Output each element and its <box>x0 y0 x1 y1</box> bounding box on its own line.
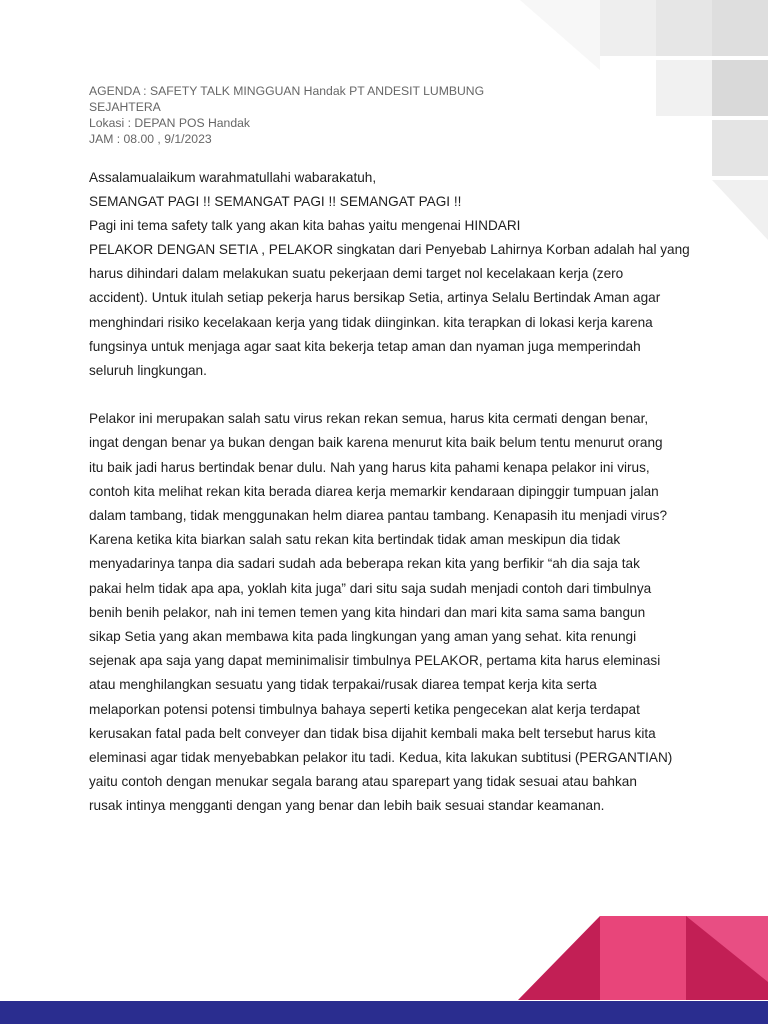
location-line: Lokasi : DEPAN POS Handak <box>89 116 250 130</box>
paragraph-line: PELAKOR DENGAN SETIA , PELAKOR singkatan dari Penyebab Lahirnya Korban adalah hal yang <box>89 242 690 257</box>
intro-line: Pagi ini tema safety talk yang akan kita bahas yaitu mengenai HINDARI <box>89 218 521 233</box>
paragraph-line: sikap Setia yang akan membawa kita pada lingkungan yang aman yang sehat. kita renungi <box>89 629 637 645</box>
bottom-right-decoration <box>510 912 768 1002</box>
paragraph-line: rusak intinya mengganti dengan yang benar dan lebih baik sesuai standar keamanan. <box>89 798 605 814</box>
paragraph-line: contoh kita melihat rekan kita berada diarea kerja memarkir kendaraan dipinggir tumpuan jalan <box>89 483 659 499</box>
paragraph-line: kerusakan fatal pada belt conveyer dan tidak bisa dijahit kembali maka belt tersebut harus kita <box>89 725 656 741</box>
footer-bar <box>0 1001 768 1024</box>
document-header <box>89 83 509 147</box>
grey-triangle-low <box>712 180 768 240</box>
paragraph-line: pakai helm tidak apa apa, yoklah kita juga” dari situ saja sudah menjadi contoh dari timbulnya <box>89 580 652 596</box>
paragraph-line: eleminasi agar tidak menyebabkan pelakor itu tadi. Kedua, kita lakukan subtitusi (PERGANTIAN) <box>89 750 673 766</box>
paragraph-line: benih benih pelakor, nah ini temen temen yang kita hindari dan mari kita sama sama bangun <box>89 604 646 620</box>
document-body <box>89 166 689 819</box>
motto: SEMANGAT PAGI !! SEMANGAT PAGI !! SEMANGAT PAGI !! <box>89 194 462 209</box>
paragraph-1 <box>89 238 689 383</box>
agenda-line-1: AGENDA : SAFETY TALK MINGGUAN Handak PT ANDESIT LUMBUNG <box>89 84 485 98</box>
grey-block-1 <box>600 0 656 56</box>
paragraph-line: Karena ketika kita biarkan salah satu rekan kita bertindak tidak aman meskipun dia tidak <box>89 532 621 548</box>
grey-block-4 <box>656 60 712 116</box>
paragraph-line: seluruh lingkungan. <box>89 363 207 379</box>
paragraph-line: accident). Untuk itulah setiap pekerja harus bersikap Setia, artinya Selalu Bertindak Aman agar <box>89 290 661 306</box>
grey-block-2 <box>656 0 712 56</box>
grey-block-5 <box>712 60 768 116</box>
paragraph-line: Pelakor ini merupakan salah satu virus rekan rekan semua, harus kita cermati dengan benar, <box>89 411 649 427</box>
pink-block <box>600 916 686 1000</box>
paragraph-line: harus dihindari dalam melakukan suatu pekerjaan demi target nol kecelakaan kerja (zero <box>89 266 624 282</box>
paragraph-line: menyadarinya tanpa dia sadari sudah ada beberapa rekan kita yang berfikir “ah dia saja tak <box>89 556 640 572</box>
time-line: JAM : 08.00 , 9/1/2023 <box>89 132 212 146</box>
paragraph-2 <box>89 407 689 818</box>
grey-block-3 <box>712 0 768 56</box>
paragraph-line: menghindari risiko kecelakaan kerja yang tidak diinginkan. kita terapkan di lokasi kerja karena <box>89 314 653 330</box>
agenda-line-2: SEJAHTERA <box>89 100 161 114</box>
paragraph-line: atau menghilangkan sesuatu yang tidak terpakai/rusak diarea tempat kerja kita serta <box>89 677 597 693</box>
crimson-triangle <box>518 916 600 1000</box>
grey-block-6 <box>712 120 768 176</box>
paragraph-line: itu baik jadi harus bertindak benar dulu. Nah yang harus kita pahami kenapa pelakor ini virus, <box>89 459 650 475</box>
paragraph-line: dalam tambang, tidak menggunakan helm diarea pantau tambang. Kenapasih itu menjadi virus? <box>89 508 668 524</box>
greeting: Assalamualaikum warahmatullahi wabarakatuh, <box>89 170 377 185</box>
grey-triangle-left <box>520 0 600 70</box>
paragraph-line: fungsinya untuk menjaga agar saat kita bekerja tetap aman dan nyaman juga memperindah <box>89 338 641 354</box>
paragraph-line: ingat dengan benar ya bukan dengan baik karena menurut kita baik belum tentu menurut orang <box>89 435 663 451</box>
paragraph-line: melaporkan potensi potensi timbulnya bahaya seperti ketika pengecekan alat kerja terdapat <box>89 701 640 717</box>
paragraph-line: sejenak apa saja yang dapat meminimalisir timbulnya PELAKOR, pertama kita harus eleminasi <box>89 653 661 669</box>
paragraph-line: yaitu contoh dengan menukar segala barang atau sparepart yang tidak sesuai atau bahkan <box>89 774 637 790</box>
